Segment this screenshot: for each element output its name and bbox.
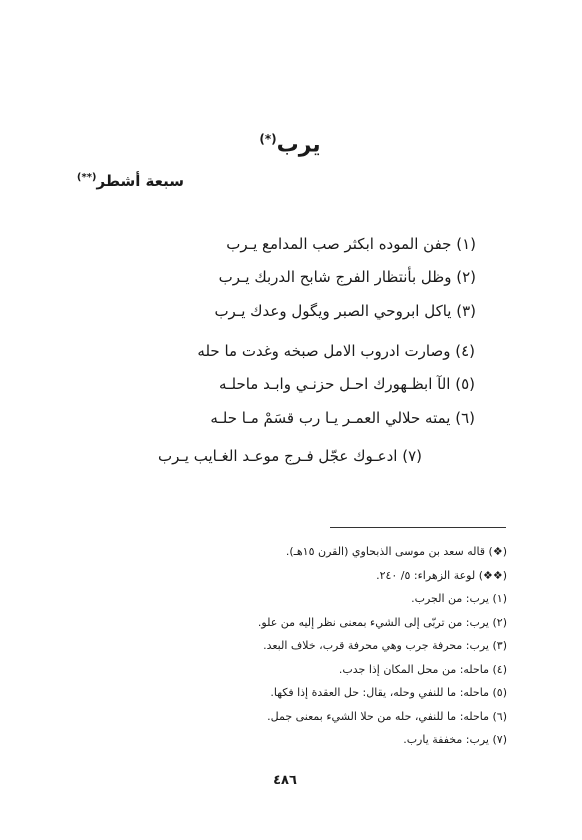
poem-title-text: يرب — [276, 132, 321, 158]
verse-line: (٤) وصارت ادروب الامل صبخه وغدت ما حله — [197, 342, 475, 360]
verse-line: (١) جفن الموده ابكثر صب المدامع يـرب — [226, 235, 476, 253]
page-number: ٤٨٦ — [273, 773, 297, 788]
poem-title — [200, 132, 380, 157]
footnote-item: (٤) ماحله: من محل المكان إذا جدب. — [338, 662, 507, 676]
verse-line: (٥) الآ ابظـهورك احـل حزنـي وابـد ماحلـه — [219, 375, 475, 393]
footnote-item: (٧) يرب: مخففة يارب. — [403, 733, 507, 746]
poem-title-footnote-mark: (*) — [259, 132, 277, 146]
footnote-item: (٥) ماحله: ما للنفي وحله، يقال: حل العقدة إذا فكها. — [270, 686, 507, 699]
verse-line: (٢) وظل بأنتظار الفرج شابح الدربك يـرب — [218, 268, 476, 286]
verse-line: (٦) يمته حلالي العمـر يـا رب قسَمْ مـا حلـه — [210, 409, 475, 427]
footnote-item: (١) يرب: من الجرب. — [411, 592, 507, 605]
footnotes-list — [77, 540, 507, 752]
footnote-item: (❖❖) لوعة الزهراء: ٥/ ٢٤٠. — [376, 568, 507, 582]
footnote-item: (٣) يرب: محرفة جرب وهي محرفة قرب، خلاف البعد. — [263, 639, 507, 652]
poem-subtitle — [77, 172, 184, 190]
poem-subtitle-text: سبعة أشطر — [96, 172, 184, 190]
footnote-item: (❖) قاله سعد بن موسى الذبحاوي (القرن ١٥هـ). — [285, 545, 507, 558]
footnote-divider — [330, 527, 506, 528]
poem-subtitle-footnote-mark: (**) — [76, 172, 97, 183]
verse-line: (٣) ياكل ابروحي الصبر ويگول وعدك يـرب — [214, 302, 476, 320]
verse-line: (٧) ادعـوك عجّل فـرج موعـد الغـايب يـرب — [157, 447, 422, 465]
footnote-item: (٦) ماحله: ما للنفي، حله من حلا الشيء بمعنى جمل. — [267, 709, 507, 723]
footnote-item: (٢) يرب: من تربّى إلى الشيء بمعنى نظر إليه من علو. — [257, 615, 507, 629]
